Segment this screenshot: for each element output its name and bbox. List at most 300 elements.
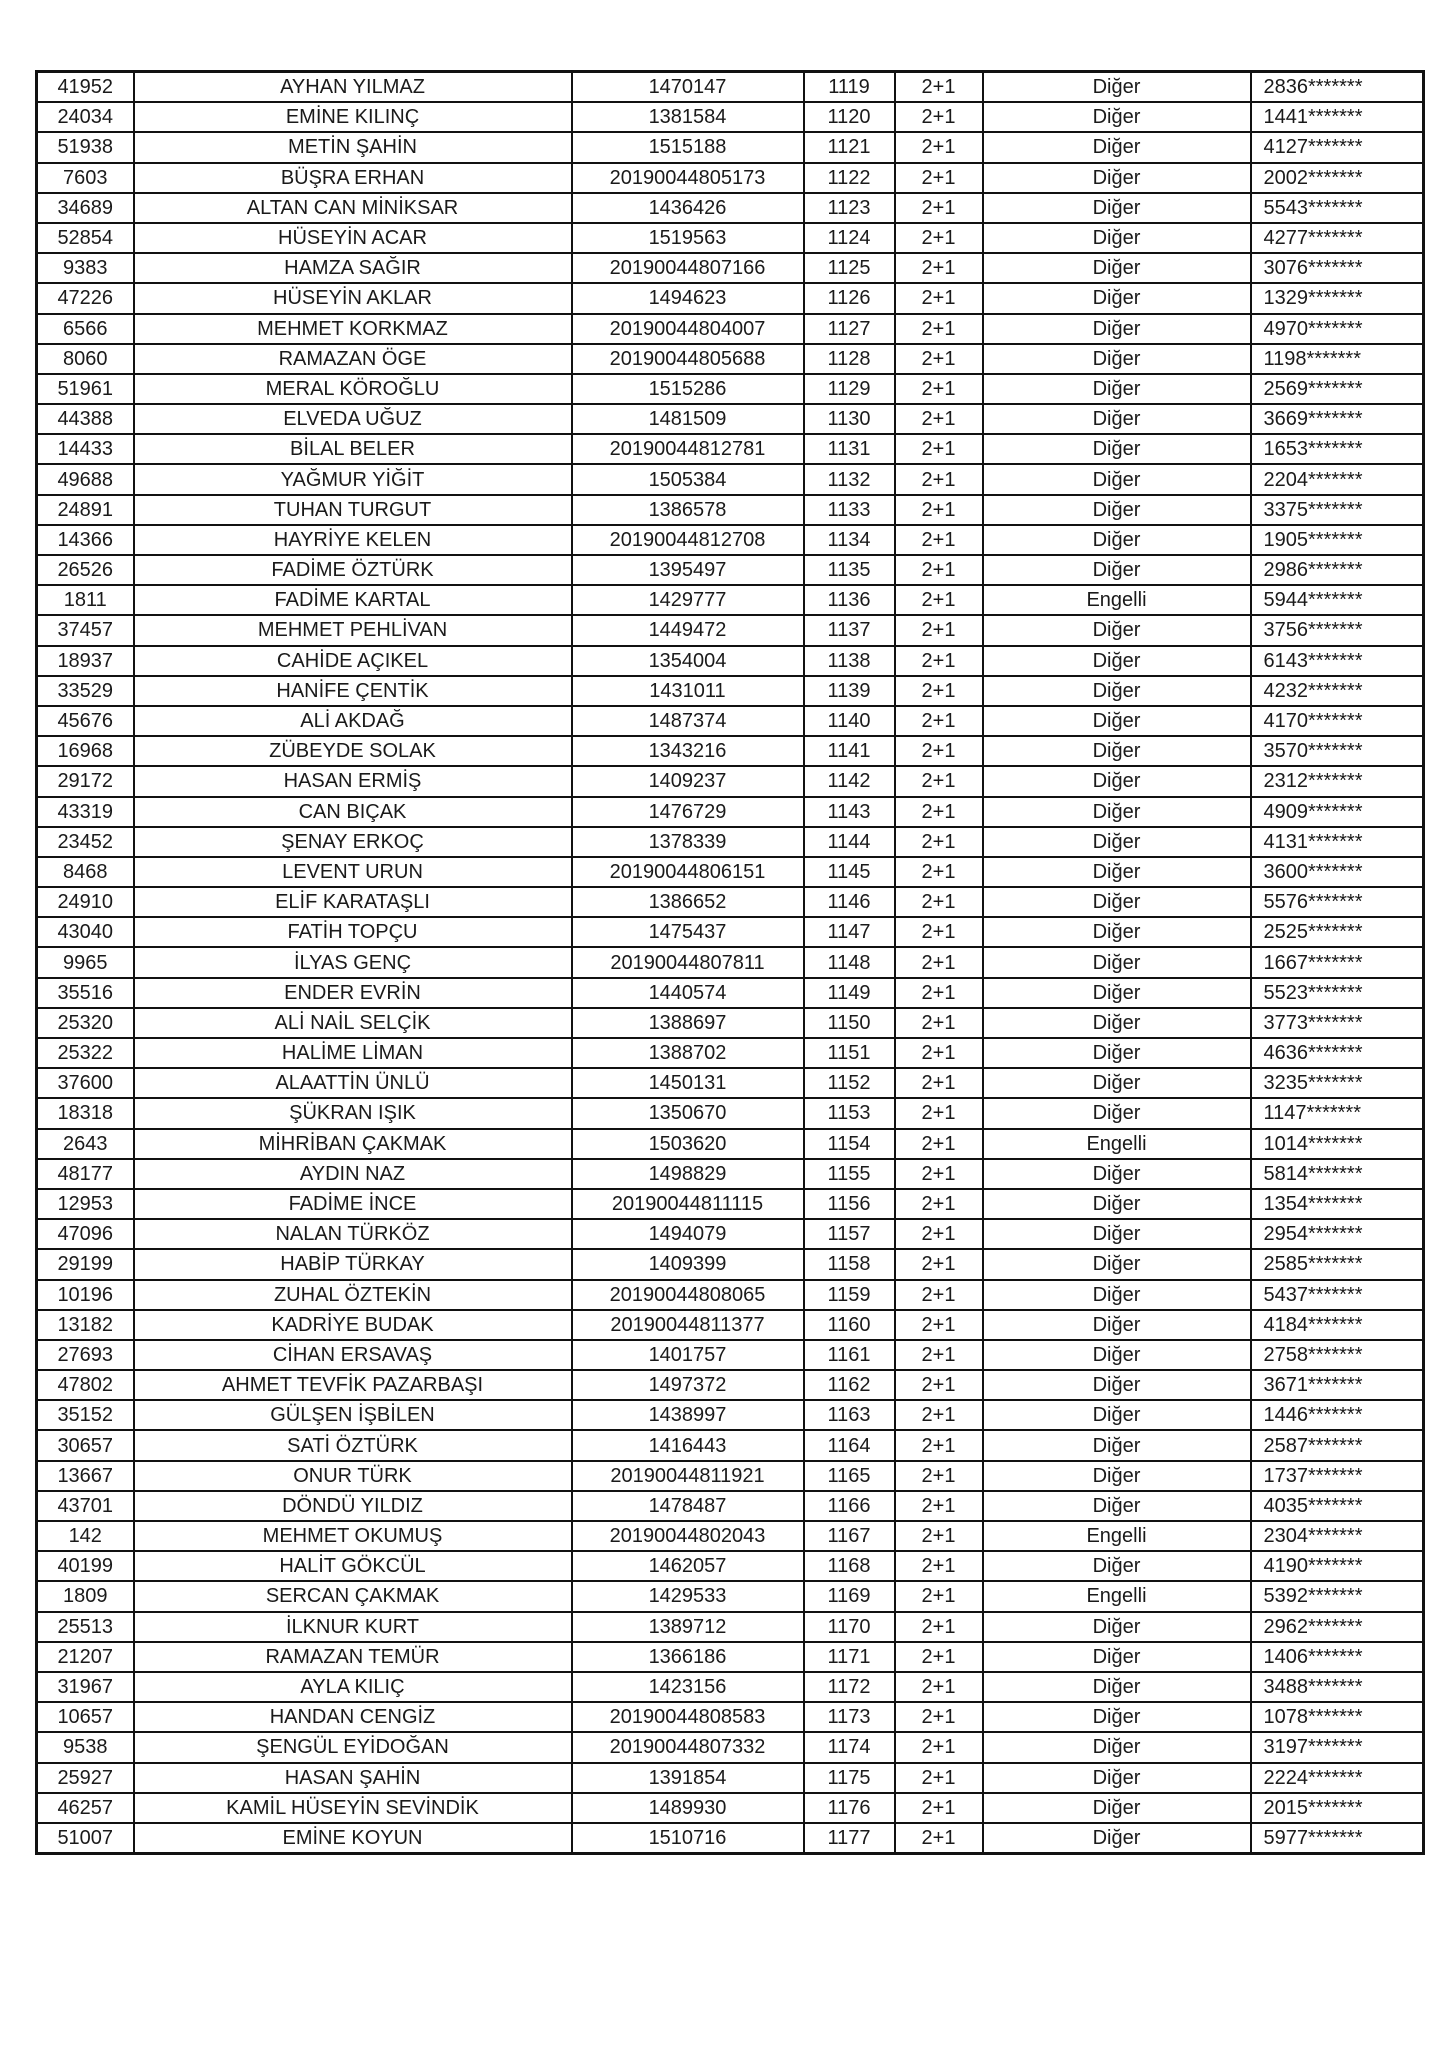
full-name-cell: ŞENAY ERKOÇ [134, 827, 572, 857]
masked-id-cell: 3197******* [1251, 1732, 1424, 1762]
draw-order-cell: 1153 [804, 1098, 895, 1128]
reference-no-cell: 1476729 [572, 797, 804, 827]
reference-no-cell: 20190044807811 [572, 947, 804, 977]
application-no-cell: 43701 [37, 1491, 134, 1521]
full-name-cell: ŞÜKRAN IŞIK [134, 1098, 572, 1128]
room-type-cell: 2+1 [895, 978, 983, 1008]
table-row [37, 1159, 1424, 1189]
draw-order-cell: 1131 [804, 434, 895, 464]
room-type-cell: 2+1 [895, 1249, 983, 1279]
full-name-cell: ALİ AKDAĞ [134, 706, 572, 736]
table-row [37, 1340, 1424, 1370]
table-row [37, 1370, 1424, 1400]
application-no-cell: 49688 [37, 464, 134, 494]
room-type-cell: 2+1 [895, 857, 983, 887]
table-row [37, 1763, 1424, 1793]
room-type-cell: 2+1 [895, 1280, 983, 1310]
draw-order-cell: 1161 [804, 1340, 895, 1370]
masked-id-cell: 3076******* [1251, 253, 1424, 283]
masked-id-cell: 5523******* [1251, 978, 1424, 1008]
masked-id-cell: 4131******* [1251, 827, 1424, 857]
reference-no-cell: 1449472 [572, 615, 804, 645]
table-row [37, 404, 1424, 434]
application-no-cell: 51961 [37, 374, 134, 404]
reference-no-cell: 1381584 [572, 102, 804, 132]
category-cell: Diğer [983, 132, 1251, 162]
full-name-cell: FADİME İNCE [134, 1189, 572, 1219]
reference-no-cell: 1401757 [572, 1340, 804, 1370]
draw-order-cell: 1175 [804, 1763, 895, 1793]
room-type-cell: 2+1 [895, 102, 983, 132]
room-type-cell: 2+1 [895, 1612, 983, 1642]
category-cell: Diğer [983, 163, 1251, 193]
draw-order-cell: 1177 [804, 1823, 895, 1854]
room-type-cell: 2+1 [895, 314, 983, 344]
masked-id-cell: 2015******* [1251, 1793, 1424, 1823]
draw-order-cell: 1149 [804, 978, 895, 1008]
application-no-cell: 47802 [37, 1370, 134, 1400]
reference-no-cell: 1389712 [572, 1612, 804, 1642]
masked-id-cell: 5437******* [1251, 1280, 1424, 1310]
table-row [37, 1098, 1424, 1128]
category-cell: Engelli [983, 1521, 1251, 1551]
table-row [37, 253, 1424, 283]
room-type-cell: 2+1 [895, 253, 983, 283]
full-name-cell: LEVENT URUN [134, 857, 572, 887]
reference-no-cell: 1391854 [572, 1763, 804, 1793]
reference-no-cell: 1450131 [572, 1068, 804, 1098]
masked-id-cell: 4232******* [1251, 676, 1424, 706]
room-type-cell: 2+1 [895, 887, 983, 917]
full-name-cell: YAĞMUR YİĞİT [134, 464, 572, 494]
reference-no-cell: 20190044805173 [572, 163, 804, 193]
masked-id-cell: 4970******* [1251, 314, 1424, 344]
room-type-cell: 2+1 [895, 797, 983, 827]
full-name-cell: HASAN ŞAHİN [134, 1763, 572, 1793]
draw-order-cell: 1145 [804, 857, 895, 887]
reference-no-cell: 1378339 [572, 827, 804, 857]
masked-id-cell: 2224******* [1251, 1763, 1424, 1793]
category-cell: Diğer [983, 1732, 1251, 1762]
reference-no-cell: 1510716 [572, 1823, 804, 1854]
full-name-cell: FATİH TOPÇU [134, 917, 572, 947]
masked-id-cell: 4277******* [1251, 223, 1424, 253]
table-row [37, 102, 1424, 132]
room-type-cell: 2+1 [895, 464, 983, 494]
reference-no-cell: 1431011 [572, 676, 804, 706]
full-name-cell: AHMET TEVFİK PAZARBAŞI [134, 1370, 572, 1400]
draw-order-cell: 1144 [804, 827, 895, 857]
full-name-cell: ŞENGÜL EYİDOĞAN [134, 1732, 572, 1762]
full-name-cell: ZÜBEYDE SOLAK [134, 736, 572, 766]
table-row [37, 434, 1424, 464]
application-no-cell: 40199 [37, 1551, 134, 1581]
room-type-cell: 2+1 [895, 1491, 983, 1521]
full-name-cell: EMİNE KILINÇ [134, 102, 572, 132]
table-row [37, 917, 1424, 947]
category-cell: Diğer [983, 917, 1251, 947]
room-type-cell: 2+1 [895, 1129, 983, 1159]
table-row [37, 887, 1424, 917]
table-row [37, 72, 1424, 103]
room-type-cell: 2+1 [895, 525, 983, 555]
masked-id-cell: 4035******* [1251, 1491, 1424, 1521]
room-type-cell: 2+1 [895, 1159, 983, 1189]
application-no-cell: 14366 [37, 525, 134, 555]
full-name-cell: AYHAN YILMAZ [134, 72, 572, 103]
room-type-cell: 2+1 [895, 1340, 983, 1370]
category-cell: Diğer [983, 827, 1251, 857]
category-cell: Diğer [983, 1008, 1251, 1038]
room-type-cell: 2+1 [895, 947, 983, 977]
room-type-cell: 2+1 [895, 1038, 983, 1068]
full-name-cell: EMİNE KOYUN [134, 1823, 572, 1854]
category-cell: Diğer [983, 344, 1251, 374]
reference-no-cell: 1498829 [572, 1159, 804, 1189]
reference-no-cell: 20190044811921 [572, 1461, 804, 1491]
application-no-cell: 43040 [37, 917, 134, 947]
category-cell: Diğer [983, 495, 1251, 525]
draw-order-cell: 1123 [804, 193, 895, 223]
masked-id-cell: 1406******* [1251, 1642, 1424, 1672]
reference-no-cell: 1423156 [572, 1672, 804, 1702]
table-row [37, 1129, 1424, 1159]
application-no-cell: 6566 [37, 314, 134, 344]
room-type-cell: 2+1 [895, 1189, 983, 1219]
application-no-cell: 48177 [37, 1159, 134, 1189]
room-type-cell: 2+1 [895, 1068, 983, 1098]
masked-id-cell: 4184******* [1251, 1310, 1424, 1340]
category-cell: Diğer [983, 525, 1251, 555]
category-cell: Diğer [983, 314, 1251, 344]
category-cell: Diğer [983, 253, 1251, 283]
reference-no-cell: 1470147 [572, 72, 804, 103]
reference-no-cell: 20190044807166 [572, 253, 804, 283]
reference-no-cell: 1487374 [572, 706, 804, 736]
category-cell: Diğer [983, 1280, 1251, 1310]
category-cell: Diğer [983, 1310, 1251, 1340]
application-no-cell: 7603 [37, 163, 134, 193]
reference-no-cell: 20190044805688 [572, 344, 804, 374]
draw-order-cell: 1140 [804, 706, 895, 736]
category-cell: Diğer [983, 374, 1251, 404]
reference-no-cell: 1497372 [572, 1370, 804, 1400]
reference-no-cell: 1416443 [572, 1430, 804, 1460]
category-cell: Diğer [983, 1763, 1251, 1793]
table-row [37, 1280, 1424, 1310]
category-cell: Diğer [983, 1249, 1251, 1279]
draw-order-cell: 1137 [804, 615, 895, 645]
category-cell: Diğer [983, 72, 1251, 103]
draw-order-cell: 1125 [804, 253, 895, 283]
table-row [37, 1008, 1424, 1038]
reference-no-cell: 1515188 [572, 132, 804, 162]
application-no-cell: 25322 [37, 1038, 134, 1068]
room-type-cell: 2+1 [895, 736, 983, 766]
full-name-cell: RAMAZAN ÖGE [134, 344, 572, 374]
room-type-cell: 2+1 [895, 1400, 983, 1430]
full-name-cell: ELİF KARATAŞLI [134, 887, 572, 917]
draw-order-cell: 1173 [804, 1702, 895, 1732]
full-name-cell: GÜLŞEN İŞBİLEN [134, 1400, 572, 1430]
full-name-cell: ELVEDA UĞUZ [134, 404, 572, 434]
table-row [37, 1521, 1424, 1551]
application-no-cell: 8060 [37, 344, 134, 374]
category-cell: Diğer [983, 706, 1251, 736]
full-name-cell: TUHAN TURGUT [134, 495, 572, 525]
draw-order-cell: 1127 [804, 314, 895, 344]
application-no-cell: 41952 [37, 72, 134, 103]
masked-id-cell: 4636******* [1251, 1038, 1424, 1068]
draw-order-cell: 1121 [804, 132, 895, 162]
draw-order-cell: 1158 [804, 1249, 895, 1279]
masked-id-cell: 1014******* [1251, 1129, 1424, 1159]
application-no-cell: 52854 [37, 223, 134, 253]
category-cell: Diğer [983, 1159, 1251, 1189]
reference-no-cell: 1494079 [572, 1219, 804, 1249]
table-row [37, 706, 1424, 736]
application-no-cell: 12953 [37, 1189, 134, 1219]
full-name-cell: SERCAN ÇAKMAK [134, 1581, 572, 1611]
full-name-cell: CAN BIÇAK [134, 797, 572, 827]
masked-id-cell: 2569******* [1251, 374, 1424, 404]
category-cell: Diğer [983, 1491, 1251, 1521]
application-no-cell: 25320 [37, 1008, 134, 1038]
reference-no-cell: 1462057 [572, 1551, 804, 1581]
masked-id-cell: 2585******* [1251, 1249, 1424, 1279]
draw-order-cell: 1170 [804, 1612, 895, 1642]
category-cell: Diğer [983, 1189, 1251, 1219]
table-row [37, 978, 1424, 1008]
room-type-cell: 2+1 [895, 344, 983, 374]
draw-order-cell: 1119 [804, 72, 895, 103]
reference-no-cell: 1494623 [572, 283, 804, 313]
masked-id-cell: 1147******* [1251, 1098, 1424, 1128]
full-name-cell: METİN ŞAHİN [134, 132, 572, 162]
reference-no-cell: 1409399 [572, 1249, 804, 1279]
masked-id-cell: 1667******* [1251, 947, 1424, 977]
full-name-cell: İLKNUR KURT [134, 1612, 572, 1642]
application-no-cell: 26526 [37, 555, 134, 585]
table-row [37, 495, 1424, 525]
room-type-cell: 2+1 [895, 1732, 983, 1762]
draw-order-cell: 1167 [804, 1521, 895, 1551]
category-cell: Diğer [983, 223, 1251, 253]
application-no-cell: 29172 [37, 766, 134, 796]
category-cell: Diğer [983, 766, 1251, 796]
table-row [37, 1249, 1424, 1279]
masked-id-cell: 3375******* [1251, 495, 1424, 525]
results-table [35, 70, 1425, 1855]
masked-id-cell: 2758******* [1251, 1340, 1424, 1370]
reference-no-cell: 1503620 [572, 1129, 804, 1159]
reference-no-cell: 1366186 [572, 1642, 804, 1672]
full-name-cell: ALTAN CAN MİNİKSAR [134, 193, 572, 223]
room-type-cell: 2+1 [895, 1581, 983, 1611]
draw-order-cell: 1133 [804, 495, 895, 525]
room-type-cell: 2+1 [895, 1310, 983, 1340]
draw-order-cell: 1151 [804, 1038, 895, 1068]
category-cell: Diğer [983, 1823, 1251, 1854]
full-name-cell: HANİFE ÇENTİK [134, 676, 572, 706]
masked-id-cell: 3600******* [1251, 857, 1424, 887]
application-no-cell: 13182 [37, 1310, 134, 1340]
category-cell: Diğer [983, 464, 1251, 494]
full-name-cell: NALAN TÜRKÖZ [134, 1219, 572, 1249]
results-table-body [37, 72, 1424, 1854]
table-row [37, 344, 1424, 374]
table-row [37, 283, 1424, 313]
masked-id-cell: 5814******* [1251, 1159, 1424, 1189]
application-no-cell: 44388 [37, 404, 134, 434]
draw-order-cell: 1138 [804, 646, 895, 676]
room-type-cell: 2+1 [895, 1370, 983, 1400]
category-cell: Diğer [983, 1370, 1251, 1400]
masked-id-cell: 1198******* [1251, 344, 1424, 374]
category-cell: Diğer [983, 978, 1251, 1008]
table-row [37, 1400, 1424, 1430]
table-row [37, 1430, 1424, 1460]
table-row [37, 1612, 1424, 1642]
reference-no-cell: 1343216 [572, 736, 804, 766]
room-type-cell: 2+1 [895, 766, 983, 796]
room-type-cell: 2+1 [895, 1672, 983, 1702]
application-no-cell: 25927 [37, 1763, 134, 1793]
full-name-cell: CİHAN ERSAVAŞ [134, 1340, 572, 1370]
room-type-cell: 2+1 [895, 1793, 983, 1823]
application-no-cell: 43319 [37, 797, 134, 827]
draw-order-cell: 1152 [804, 1068, 895, 1098]
full-name-cell: MEHMET PEHLİVAN [134, 615, 572, 645]
application-no-cell: 34689 [37, 193, 134, 223]
room-type-cell: 2+1 [895, 615, 983, 645]
reference-no-cell: 1429533 [572, 1581, 804, 1611]
masked-id-cell: 5944******* [1251, 585, 1424, 615]
application-no-cell: 21207 [37, 1642, 134, 1672]
full-name-cell: ALAATTİN ÜNLÜ [134, 1068, 572, 1098]
room-type-cell: 2+1 [895, 132, 983, 162]
application-no-cell: 25513 [37, 1612, 134, 1642]
masked-id-cell: 2204******* [1251, 464, 1424, 494]
table-row [37, 1189, 1424, 1219]
application-no-cell: 10657 [37, 1702, 134, 1732]
application-no-cell: 16968 [37, 736, 134, 766]
table-row [37, 1038, 1424, 1068]
table-row [37, 1491, 1424, 1521]
table-row [37, 797, 1424, 827]
masked-id-cell: 3671******* [1251, 1370, 1424, 1400]
category-cell: Diğer [983, 797, 1251, 827]
draw-order-cell: 1162 [804, 1370, 895, 1400]
application-no-cell: 24891 [37, 495, 134, 525]
table-row [37, 374, 1424, 404]
draw-order-cell: 1146 [804, 887, 895, 917]
category-cell: Diğer [983, 1400, 1251, 1430]
application-no-cell: 9383 [37, 253, 134, 283]
table-row [37, 1310, 1424, 1340]
masked-id-cell: 6143******* [1251, 646, 1424, 676]
masked-id-cell: 5543******* [1251, 193, 1424, 223]
category-cell: Diğer [983, 434, 1251, 464]
reference-no-cell: 20190044808065 [572, 1280, 804, 1310]
reference-no-cell: 1395497 [572, 555, 804, 585]
full-name-cell: ZUHAL ÖZTEKİN [134, 1280, 572, 1310]
category-cell: Diğer [983, 404, 1251, 434]
application-no-cell: 1809 [37, 1581, 134, 1611]
reference-no-cell: 1505384 [572, 464, 804, 494]
reference-no-cell: 1429777 [572, 585, 804, 615]
application-no-cell: 1811 [37, 585, 134, 615]
category-cell: Diğer [983, 102, 1251, 132]
masked-id-cell: 1737******* [1251, 1461, 1424, 1491]
category-cell: Engelli [983, 1581, 1251, 1611]
room-type-cell: 2+1 [895, 1763, 983, 1793]
reference-no-cell: 20190044807332 [572, 1732, 804, 1762]
table-row [37, 163, 1424, 193]
application-no-cell: 13667 [37, 1461, 134, 1491]
table-row [37, 314, 1424, 344]
draw-order-cell: 1171 [804, 1642, 895, 1672]
reference-no-cell: 1386578 [572, 495, 804, 525]
table-row [37, 615, 1424, 645]
category-cell: Diğer [983, 1702, 1251, 1732]
masked-id-cell: 2525******* [1251, 917, 1424, 947]
draw-order-cell: 1124 [804, 223, 895, 253]
draw-order-cell: 1129 [804, 374, 895, 404]
application-no-cell: 24034 [37, 102, 134, 132]
application-no-cell: 24910 [37, 887, 134, 917]
room-type-cell: 2+1 [895, 1430, 983, 1460]
full-name-cell: SATİ ÖZTÜRK [134, 1430, 572, 1460]
room-type-cell: 2+1 [895, 646, 983, 676]
full-name-cell: HALİME LİMAN [134, 1038, 572, 1068]
reference-no-cell: 1478487 [572, 1491, 804, 1521]
full-name-cell: AYDIN NAZ [134, 1159, 572, 1189]
room-type-cell: 2+1 [895, 193, 983, 223]
full-name-cell: HALİT GÖKCÜL [134, 1551, 572, 1581]
application-no-cell: 46257 [37, 1793, 134, 1823]
application-no-cell: 35516 [37, 978, 134, 1008]
room-type-cell: 2+1 [895, 283, 983, 313]
masked-id-cell: 1441******* [1251, 102, 1424, 132]
masked-id-cell: 2312******* [1251, 766, 1424, 796]
application-no-cell: 45676 [37, 706, 134, 736]
reference-no-cell: 1515286 [572, 374, 804, 404]
application-no-cell: 8468 [37, 857, 134, 887]
table-row [37, 1642, 1424, 1672]
application-no-cell: 10196 [37, 1280, 134, 1310]
draw-order-cell: 1168 [804, 1551, 895, 1581]
table-row [37, 646, 1424, 676]
reference-no-cell: 20190044802043 [572, 1521, 804, 1551]
table-row [37, 766, 1424, 796]
room-type-cell: 2+1 [895, 1461, 983, 1491]
masked-id-cell: 5392******* [1251, 1581, 1424, 1611]
application-no-cell: 27693 [37, 1340, 134, 1370]
table-row [37, 193, 1424, 223]
masked-id-cell: 4909******* [1251, 797, 1424, 827]
application-no-cell: 30657 [37, 1430, 134, 1460]
room-type-cell: 2+1 [895, 223, 983, 253]
room-type-cell: 2+1 [895, 1219, 983, 1249]
full-name-cell: İLYAS GENÇ [134, 947, 572, 977]
application-no-cell: 9965 [37, 947, 134, 977]
masked-id-cell: 5576******* [1251, 887, 1424, 917]
masked-id-cell: 3570******* [1251, 736, 1424, 766]
full-name-cell: BÜŞRA ERHAN [134, 163, 572, 193]
full-name-cell: MEHMET OKUMUŞ [134, 1521, 572, 1551]
category-cell: Diğer [983, 1340, 1251, 1370]
